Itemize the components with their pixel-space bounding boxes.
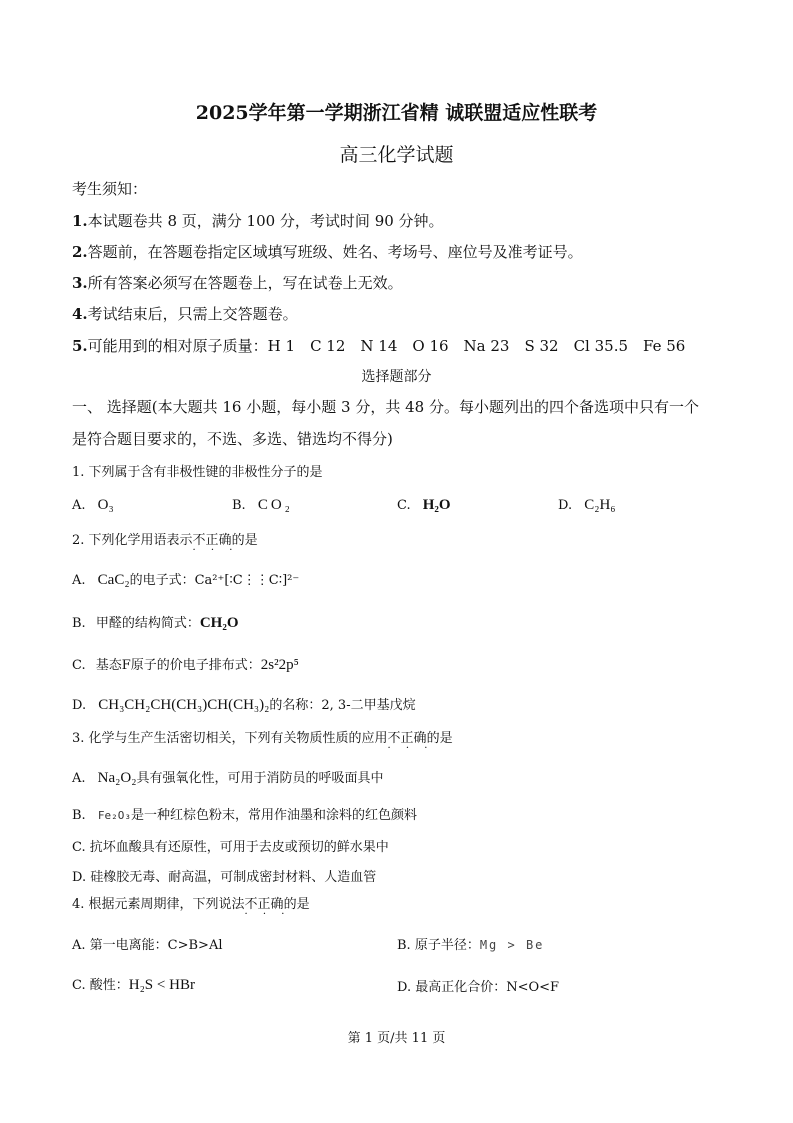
question-1-option-c[interactable] [397,497,451,514]
option-text: 甲醛的结构简式： [95,616,200,631]
question-3-stem [72,727,453,754]
emphasis-dots: · · · [244,909,291,920]
option-label: A. [72,498,86,513]
notice-item-text: 考试结束后，只需上交答题卷。 [87,305,298,323]
option-formula: Fe₂O₃ [97,809,131,822]
option-formula: CH₃CH₂CH(CH₃)CH(CH₃)₂ [98,697,270,713]
option-label: B. [72,616,86,631]
notice-item-2 [72,241,583,262]
notice-heading: 考生须知： [72,180,148,198]
exam-title: 2025学年第一学期浙江省精 诚联盟适应性联考 [195,102,598,124]
stem-text: 的是 [426,731,453,746]
notice-item-text: 所有答案必须写在答题卷上，写在试卷上无效。 [87,274,403,292]
stem-text: 的是 [231,533,258,548]
option-text: 的电子式：Ca²⁺[∶C⋮⋮C∶]²⁻ [129,573,300,588]
question-4-option-d[interactable]: D. 最高正化合价：N<O<F [397,980,560,995]
question-2-option-c[interactable] [72,654,299,674]
question-4-option-c[interactable] [72,974,195,994]
option-formula: CaC₂ [97,572,130,588]
question-1-option-d[interactable] [558,497,616,514]
notice-item-number: 5. [72,337,88,355]
notice-item-number: 4. [72,305,88,323]
emphasis-text [192,533,239,556]
emphasis-text [387,731,434,754]
option-label: B. [72,808,86,823]
notice-item-5 [72,335,685,356]
option-label: C. [397,498,411,513]
notice-item-text: 本试题卷共 8 页，满分 100 分，考试时间 90 分钟。 [87,212,444,230]
emphasis-text [244,897,291,920]
stem-text: 4. 根据元素周期律，下列说法 [72,897,245,912]
notice-item-3 [72,272,403,293]
notice-item-number: 2. [72,243,88,261]
option-label: A. [72,771,86,786]
stem-text: 的是 [283,897,310,912]
question-1-option-a[interactable] [72,497,114,514]
option-formula: O₃ [97,497,114,513]
question-4-stem [72,893,310,920]
notice-item-text: 答题前，在答题卷指定区域填写班级、姓名、考场号、座位号及准考证号。 [87,243,583,261]
option-formula: Mg > Be [479,938,545,952]
option-label: B. [232,498,246,513]
option-formula: 2s²2p⁵ [260,657,299,673]
question-3-option-d[interactable]: D. 硅橡胶无毒、耐高温，可制成密封材料、人造血管 [72,870,377,885]
question-1-option-b[interactable] [232,497,293,514]
question-2-option-b[interactable] [72,612,239,632]
section-title: 选择题部分 [361,369,432,385]
option-text: 是一种红棕色粉末，常用作油墨和涂料的红色颜料 [130,808,417,823]
question-3-option-b[interactable] [72,804,417,823]
notice-item-4 [72,303,298,324]
option-formula: C₂H₆ [584,497,616,513]
question-3-option-a[interactable] [72,767,383,787]
option-formula: H₂O [422,497,451,513]
notice-item-number: 1. [72,212,88,230]
emphasis-word: 不正确 [244,897,284,912]
stem-text: 2. 下列化学用语表示 [72,533,193,548]
stem-text: 3. 化学与生产生活密切相关，下列有关物质性质的应用 [72,731,388,746]
option-text: 具有强氧化性，可用于消防员的呼吸面具中 [136,771,384,786]
option-formula: CH₂O [199,615,239,631]
option-label: A. [72,573,86,588]
option-text: C. 酸性： [72,978,129,993]
option-label: D. [558,498,573,513]
question-4-option-b[interactable] [397,934,544,953]
notice-item-number: 3. [72,274,88,292]
option-label: D. [72,698,87,713]
option-label: C. [72,658,86,673]
part1-instructions-line1: 一、 选择题(本大题共 16 小题，每小题 3 分，共 48 分。每小题列出的四个备选项中只有一个 [72,398,699,416]
option-text: B. 原子半径： [397,938,480,953]
emphasis-dots: · · · [387,743,434,754]
exam-subtitle: 高三化学试题 [339,144,454,166]
notice-item-1 [72,210,444,231]
notice-item-text: 可能用到的相对原子质量：H 1 C 12 N 14 O 16 Na 23 S 32 Cl 35.5 Fe 56 [87,337,686,355]
question-2-option-a[interactable] [72,569,299,589]
option-formula: Na₂O₂ [97,770,137,786]
option-text: 基态F原子的价电子排布式： [95,658,261,673]
question-2-stem [72,529,258,556]
option-formula: H₂S < HBr [128,977,195,993]
emphasis-word: 不正确 [192,533,232,548]
part1-instructions-line2: 是符合题目要求的，不选、多选、错选均不得分) [72,430,393,448]
question-3-option-c[interactable]: C. 抗坏血酸具有还原性，可用于去皮或预切的鲜水果中 [72,840,389,855]
page-footer: 第 1 页/共 11 页 [347,1031,446,1046]
question-1-stem: 1. 下列属于含有非极性键的非极性分子的是 [72,465,323,480]
emphasis-dots: · · · [192,545,239,556]
option-formula: CO₂ [257,497,293,513]
option-text: 的名称：2, 3-二甲基戊烷 [269,698,416,713]
question-2-option-d[interactable] [72,694,416,714]
emphasis-word: 不正确 [387,731,427,746]
question-4-option-a[interactable]: A. 第一电离能：C>B>Al [72,938,223,953]
